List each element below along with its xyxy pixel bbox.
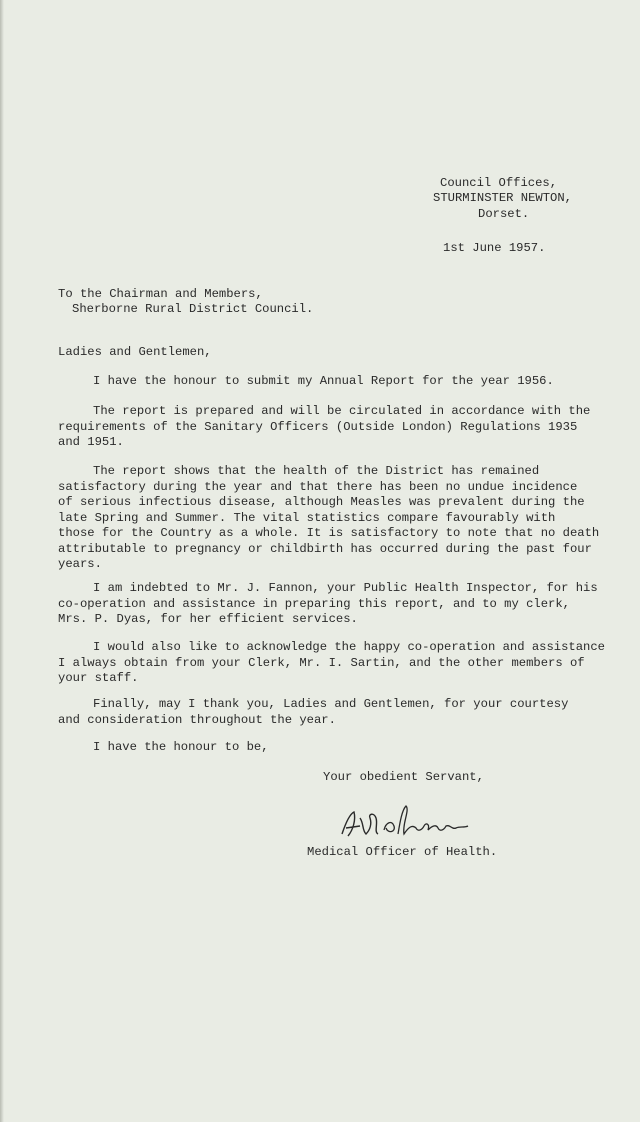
paragraph-line: I am indebted to Mr. J. Fannon, your Public Health Inspector, for his xyxy=(93,581,598,595)
closing-line: Your obedient Servant, xyxy=(323,770,484,784)
handwritten-signature xyxy=(340,800,480,842)
paragraph-3 xyxy=(58,464,618,573)
paragraph-line: late Spring and Summer. The vital statistics compare favourably with xyxy=(58,510,556,525)
paragraph-line: Finally, may I thank you, Ladies and Gentlemen, for your courtesy xyxy=(93,697,569,711)
paragraph-line: I have the honour to be, xyxy=(93,740,269,754)
letter-date: 1st June 1957. xyxy=(443,241,546,255)
paragraph-line: I have the honour to submit my Annual Report for the year 1956. xyxy=(93,374,554,388)
address-line-2: STURMINSTER NEWTON, xyxy=(433,191,572,205)
paragraph-line: Mrs. P. Dyas, for her efficient services. xyxy=(58,612,358,626)
paragraph-5 xyxy=(58,640,618,687)
paragraph-line: those for the Country as a whole. It is satisfactory to note that no death xyxy=(58,526,600,540)
paragraph-4 xyxy=(58,581,618,628)
paragraph-line: The report shows that the health of the District has remained xyxy=(93,464,540,478)
paragraph-line: co-operation and assistance in preparing this report, and to my clerk, xyxy=(58,596,570,611)
address-line-3: Dorset. xyxy=(478,207,530,221)
paragraph-line: and 1951. xyxy=(58,435,124,449)
paragraph-line: satisfactory during the year and that there has been no undue incidence xyxy=(58,479,578,494)
paragraph-line: years. xyxy=(58,557,102,571)
paragraph-line: of serious infectious disease, although Measles was prevalent during the xyxy=(58,495,585,509)
signatory-title: Medical Officer of Health. xyxy=(307,845,498,859)
paragraph-2 xyxy=(58,404,618,451)
address-line-1: Council Offices, xyxy=(440,176,558,190)
paragraph-line: your staff. xyxy=(58,671,139,685)
page-edge-shadow xyxy=(0,0,4,1122)
paragraph-line: I always obtain from your Clerk, Mr. I. Sartin, and the other members of xyxy=(58,655,585,670)
paragraph-line: requirements of the Sanitary Officers (Outside London) Regulations 1935 xyxy=(58,419,578,434)
salutation: Ladies and Gentlemen, xyxy=(58,345,212,359)
paragraph-line: attributable to pregnancy or childbirth has occurred during the past four xyxy=(58,541,592,556)
paragraph-line: The report is prepared and will be circulated in accordance with the xyxy=(93,404,591,418)
paragraph-line: I would also like to acknowledge the happy co-operation and assistance xyxy=(93,640,605,654)
paragraph-1 xyxy=(58,374,618,390)
recipient-line-2: Sherborne Rural District Council. xyxy=(72,302,314,316)
paragraph-7 xyxy=(58,740,618,756)
paragraph-6 xyxy=(58,697,618,728)
recipient-line-1: To the Chairman and Members, xyxy=(58,287,263,301)
paragraph-line: and consideration throughout the year. xyxy=(58,712,336,727)
